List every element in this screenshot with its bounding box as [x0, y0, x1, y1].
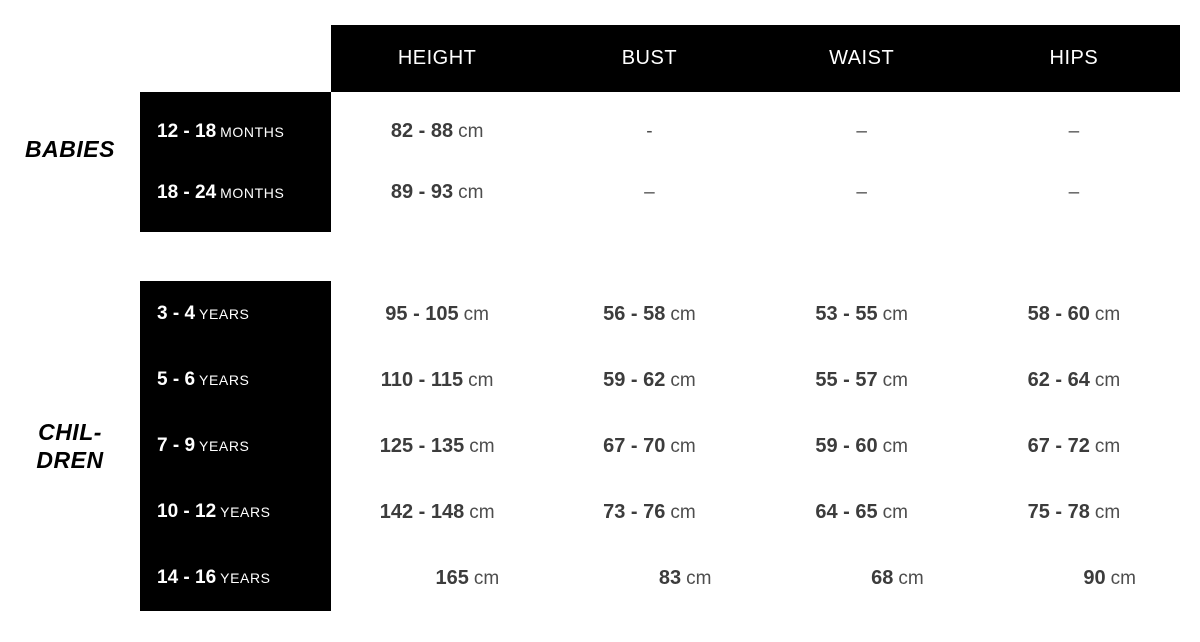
cell-hips: –: [1068, 181, 1080, 203]
cell-hips: 62 - 64 cm: [1027, 368, 1121, 391]
age-unit: MONTHS: [220, 184, 285, 201]
group-label-children: [0, 418, 140, 474]
cell-bust: 83 cm: [658, 566, 712, 589]
row-values: [331, 120, 1180, 143]
cell-hips: 67 - 72 cm: [1027, 434, 1121, 457]
cell-height: 82 - 88 cm: [390, 120, 484, 142]
row-values: [331, 181, 1180, 204]
row-values: [331, 435, 1180, 458]
cell-hips: 75 - 78 cm: [1027, 500, 1121, 523]
children-rows: [140, 281, 1180, 611]
row-age-label: [140, 435, 331, 457]
table-row: [140, 413, 1180, 479]
column-header-waist: WAIST: [829, 47, 895, 69]
age-unit: YEARS: [199, 306, 250, 322]
age-range: 18 - 24: [157, 181, 217, 203]
table-row: [140, 479, 1180, 545]
row-age-label: [140, 501, 331, 523]
cell-waist: 59 - 60 cm: [815, 434, 908, 457]
column-header-bust: BUST: [621, 47, 678, 69]
table-row: [140, 347, 1180, 413]
age-range: 5 - 6: [157, 369, 196, 390]
row-age-label: [140, 121, 331, 143]
cell-waist: –: [856, 120, 867, 142]
row-age-label: [140, 182, 331, 204]
cell-waist: 68 cm: [871, 566, 924, 589]
cell-height: 89 - 93 cm: [390, 181, 484, 203]
column-header-height: HEIGHT: [397, 47, 477, 69]
table-row: [140, 101, 1180, 162]
babies-rows: [140, 92, 1180, 232]
cell-height: 142 - 148 cm: [379, 500, 495, 523]
age-range: 14 - 16: [157, 567, 217, 588]
cell-hips: 58 - 60 cm: [1027, 302, 1121, 325]
row-values: [331, 303, 1180, 326]
row-age-label: [140, 369, 331, 391]
table-row: [140, 281, 1180, 347]
row-age-label: [140, 303, 331, 325]
cell-bust: 56 - 58 cm: [603, 302, 696, 325]
age-unit: MONTHS: [220, 123, 285, 140]
group-label-children-line2: DREN: [36, 447, 104, 473]
cell-height: 165 cm: [435, 566, 500, 589]
age-range: 10 - 12: [157, 501, 217, 522]
cell-hips: 90 cm: [1083, 566, 1136, 589]
age-unit: YEARS: [220, 570, 271, 586]
age-unit: YEARS: [199, 372, 250, 388]
table-row: [140, 545, 1180, 611]
table-row: [140, 162, 1180, 223]
cell-bust: 67 - 70 cm: [603, 434, 696, 457]
cell-bust: 73 - 76 cm: [603, 500, 696, 523]
row-values: [331, 501, 1180, 524]
cell-waist: 53 - 55 cm: [815, 302, 908, 325]
age-range: 3 - 4: [157, 303, 196, 324]
age-unit: YEARS: [220, 504, 271, 520]
cell-bust: 59 - 62 cm: [603, 368, 696, 391]
age-range: 7 - 9: [157, 435, 196, 456]
age-unit: YEARS: [199, 438, 250, 454]
row-values: [331, 567, 1180, 590]
row-values: [331, 369, 1180, 392]
cell-waist: –: [856, 181, 867, 203]
cell-bust: -: [646, 120, 653, 142]
group-label-babies: BABIES: [25, 136, 115, 162]
table-header-row: [331, 25, 1180, 92]
cell-waist: 55 - 57 cm: [815, 368, 908, 391]
column-header-hips: HIPS: [1049, 47, 1099, 69]
cell-height: 125 - 135 cm: [379, 434, 495, 457]
cell-height: 110 - 115 cm: [380, 368, 494, 391]
cell-hips: –: [1068, 120, 1080, 142]
cell-height: 95 - 105 cm: [385, 302, 489, 325]
age-range: 12 - 18: [157, 120, 217, 142]
cell-bust: –: [644, 181, 655, 203]
group-label-children-line1: CHIL-: [38, 419, 102, 445]
cell-waist: 64 - 65 cm: [815, 500, 908, 523]
row-age-label: [140, 567, 331, 589]
